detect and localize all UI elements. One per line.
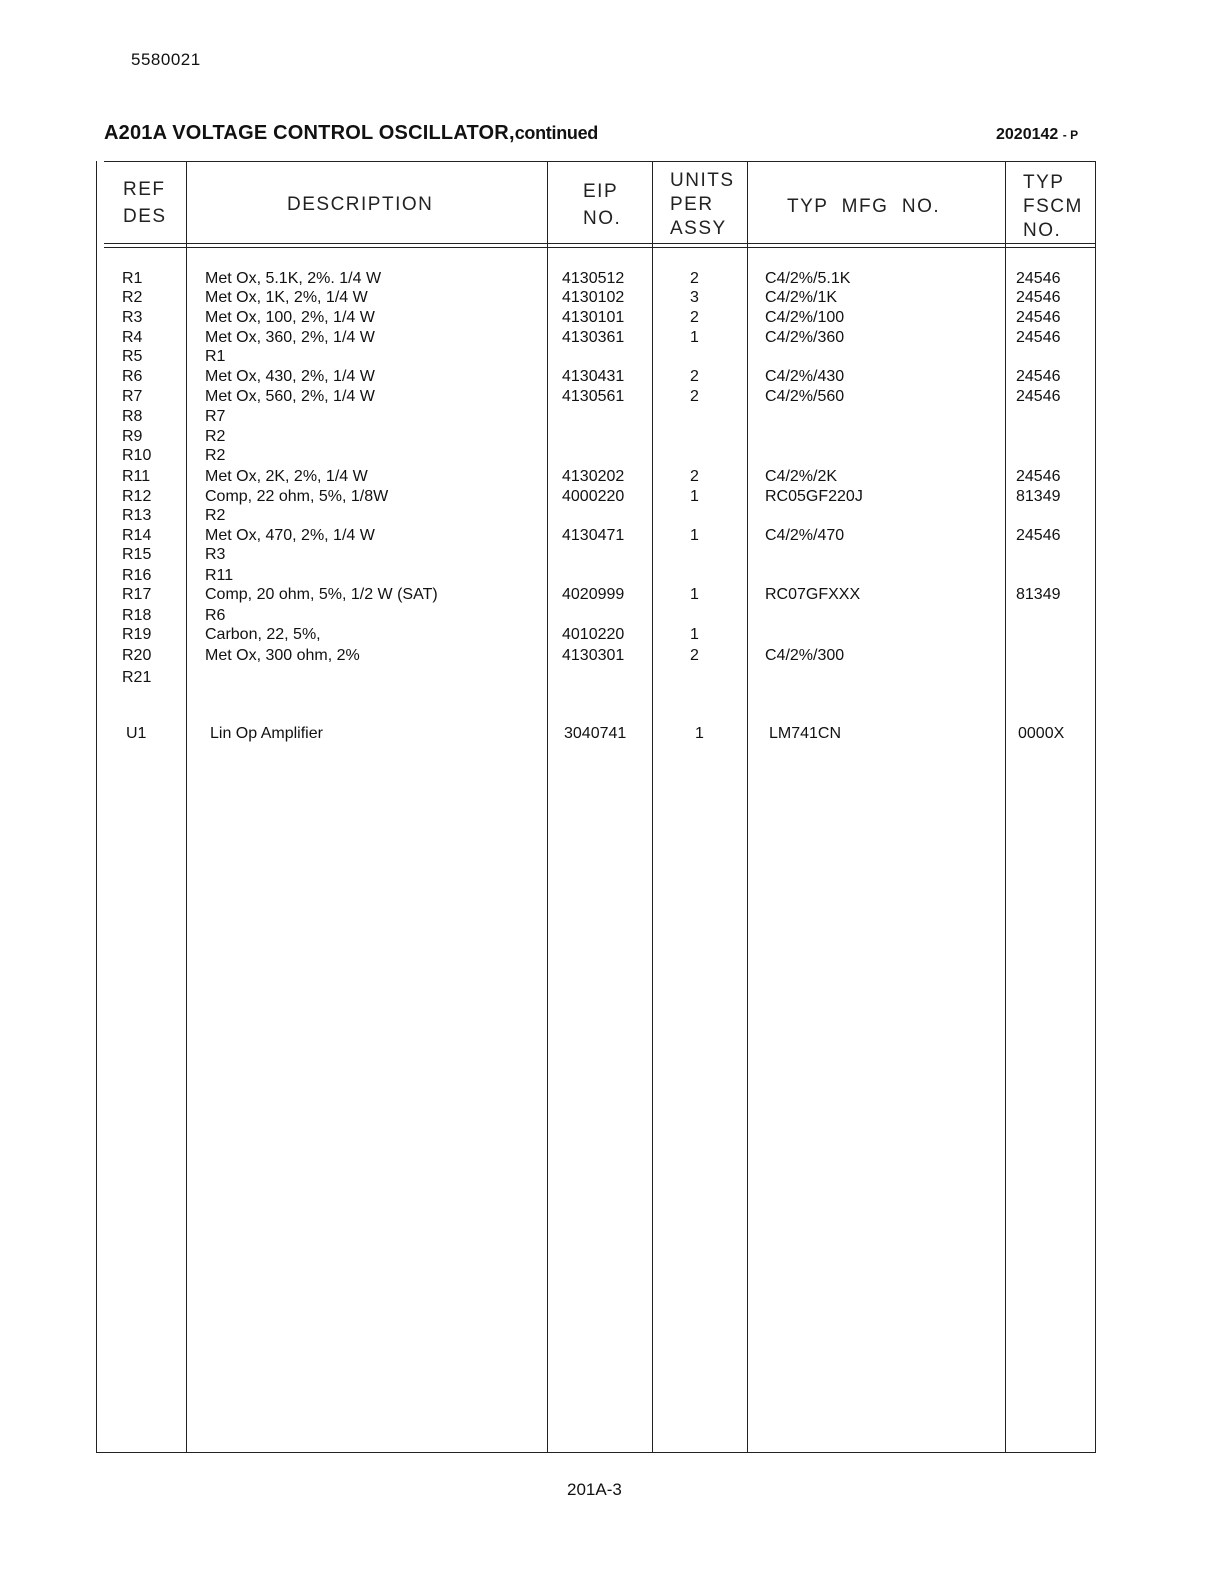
table-row: R1 Met Ox, 5.1K, 2%. 1/4 W 4130512 2 C4/2%/5.1K 24546: [122, 270, 1061, 287]
table-top-border: [104, 161, 1095, 162]
page-title: [104, 122, 598, 145]
table-row: R4 Met Ox, 360, 2%, 1/4 W 4130361 1 C4/2%/360 24546: [122, 329, 1061, 346]
table-row: R20 Met Ox, 300 ohm, 2% 4130301 2 C4/2%/300: [122, 647, 845, 664]
title-continued: continued: [514, 123, 598, 143]
table-row: R13 R2: [122, 507, 226, 524]
header-description: DESCRIPTION: [287, 194, 434, 215]
table-row: R3 Met Ox, 100, 2%, 1/4 W 4130101 2 C4/2%/100 24546: [122, 309, 1061, 326]
header-eip-no: EIP NO.: [583, 181, 622, 229]
table-row: R2 Met Ox, 1K, 2%, 1/4 W 4130102 3 C4/2%/1K 24546: [122, 289, 1061, 306]
table-row: R16 R11: [122, 567, 234, 584]
table-row: R9 R2: [122, 428, 226, 445]
header-typ-mfg-no: TYP MFG NO.: [787, 196, 941, 217]
table-row: R10 R2: [122, 447, 226, 464]
table-row: R7 Met Ox, 560, 2%, 1/4 W 4130561 2 C4/2%/560 24546: [122, 388, 1061, 405]
part-number-value: 2020142: [996, 126, 1059, 143]
document-number: 5580021: [131, 50, 201, 69]
page-number: 201A-3: [567, 1480, 622, 1499]
table-row: R14 Met Ox, 470, 2%, 1/4 W 4130471 1 C4/2%/470 24546: [122, 527, 1061, 544]
header-typ-fscm-no: TYP FSCM NO.: [1023, 172, 1083, 241]
header-rule-1: [104, 243, 1095, 244]
parts-list-table: [96, 161, 1099, 1453]
table-row-u1: U1 Lin Op Amplifier 3040741 1 LM741CN 0000X: [126, 725, 1065, 742]
part-number-suffix: - P: [1062, 128, 1079, 142]
header-units-per-assy: UNITS PER ASSY: [670, 170, 735, 239]
table-row: R17 Comp, 20 ohm, 5%, 1/2 W (SAT) 4020999 1 RC07GFXXX 81349: [122, 586, 1061, 603]
table-row: R12 Comp, 22 ohm, 5%, 1/8W 4000220 1 RC05GF220J 81349: [122, 488, 1061, 505]
table-row: R8 R7: [122, 408, 226, 425]
table-row: R19 Carbon, 22, 5%, 4010220 1: [122, 626, 699, 643]
table-bottom-border: [96, 1452, 1095, 1453]
table-row: R6 Met Ox, 430, 2%, 1/4 W 4130431 2 C4/2%/430 24546: [122, 368, 1061, 385]
table-row: R5 R1: [122, 348, 226, 365]
table-row: R21: [122, 669, 152, 686]
table-row: R18 R6: [122, 607, 226, 624]
table-row: R15 R3: [122, 546, 226, 563]
header-ref-des: REF DES: [123, 179, 167, 227]
table-row: R11 Met Ox, 2K, 2%, 1/4 W 4130202 2 C4/2%/2K 24546: [122, 468, 1061, 485]
part-number: [996, 126, 1078, 144]
title-main: A201A VOLTAGE CONTROL OSCILLATOR,: [104, 122, 515, 144]
header-rule-2: [104, 247, 1095, 248]
